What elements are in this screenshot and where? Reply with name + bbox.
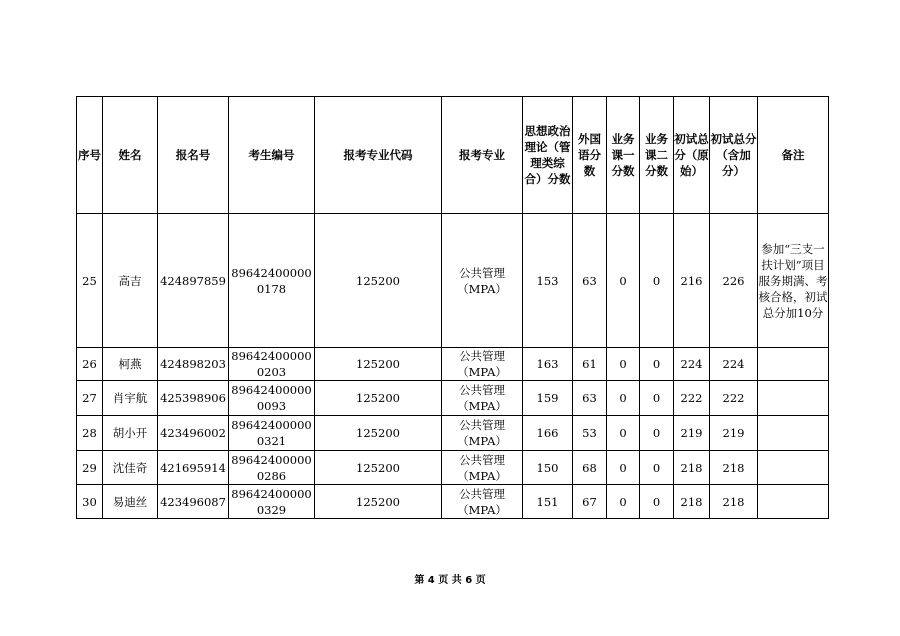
cell-foreign-lang: 63 xyxy=(573,381,607,416)
header-major: 报考专业 xyxy=(442,97,523,214)
cell-name: 胡小开 xyxy=(103,416,158,451)
cell-exam-no: 89642400000 0321 xyxy=(229,416,315,451)
cell-exam-no: 89642400000 0203 xyxy=(229,348,315,381)
cell-index: 25 xyxy=(77,214,103,348)
cell-course1: 0 xyxy=(607,348,640,381)
cell-total-raw: 219 xyxy=(674,416,710,451)
header-course1: 业务课一分数 xyxy=(607,97,640,214)
cell-major: 公共管理 （MPA） xyxy=(442,451,523,485)
cell-index: 29 xyxy=(77,451,103,485)
cell-course2: 0 xyxy=(640,214,674,348)
cell-reg-no: 425398906 xyxy=(158,381,229,416)
header-foreign-lang: 外国语分数 xyxy=(573,97,607,214)
cell-course2: 0 xyxy=(640,348,674,381)
header-note: 备注 xyxy=(758,97,829,214)
table-row xyxy=(77,451,829,485)
cell-note: 参加“三支一扶计划”项目服务期满、考核合格，初试总分加10分 xyxy=(758,214,829,348)
cell-total-raw: 218 xyxy=(674,451,710,485)
cell-index: 30 xyxy=(77,485,103,519)
cell-major: 公共管理 （MPA） xyxy=(442,416,523,451)
cell-total-raw: 224 xyxy=(674,348,710,381)
cell-major-code: 125200 xyxy=(315,451,442,485)
cell-total-bonus: 224 xyxy=(710,348,758,381)
cell-course2: 0 xyxy=(640,381,674,416)
cell-name: 肖宇航 xyxy=(103,381,158,416)
cell-total-raw: 216 xyxy=(674,214,710,348)
cell-total-bonus: 222 xyxy=(710,381,758,416)
cell-course2: 0 xyxy=(640,485,674,519)
cell-major-code: 125200 xyxy=(315,416,442,451)
cell-politics: 151 xyxy=(523,485,573,519)
cell-foreign-lang: 68 xyxy=(573,451,607,485)
cell-politics: 159 xyxy=(523,381,573,416)
header-major-code: 报考专业代码 xyxy=(315,97,442,214)
cell-reg-no: 424898203 xyxy=(158,348,229,381)
cell-total-bonus: 218 xyxy=(710,451,758,485)
cell-course1: 0 xyxy=(607,214,640,348)
cell-reg-no: 423496002 xyxy=(158,416,229,451)
cell-exam-no: 89642400000 0286 xyxy=(229,451,315,485)
cell-total-raw: 218 xyxy=(674,485,710,519)
cell-course1: 0 xyxy=(607,416,640,451)
header-total-raw: 初试总分（原始） xyxy=(674,97,710,214)
cell-foreign-lang: 63 xyxy=(573,214,607,348)
cell-foreign-lang: 61 xyxy=(573,348,607,381)
header-reg-no: 报名号 xyxy=(158,97,229,214)
page-footer: 第 4 页 共 6 页 xyxy=(414,575,486,586)
cell-name: 易迪丝 xyxy=(103,485,158,519)
cell-course2: 0 xyxy=(640,416,674,451)
cell-reg-no: 424897859 xyxy=(158,214,229,348)
header-total-bonus: 初试总分（含加分） xyxy=(710,97,758,214)
cell-note xyxy=(758,485,829,519)
cell-total-bonus: 218 xyxy=(710,485,758,519)
cell-politics: 166 xyxy=(523,416,573,451)
cell-note xyxy=(758,348,829,381)
cell-exam-no: 89642400000 0329 xyxy=(229,485,315,519)
cell-course1: 0 xyxy=(607,451,640,485)
table-row xyxy=(77,416,829,451)
cell-exam-no: 89642400000 0093 xyxy=(229,381,315,416)
cell-major: 公共管理 （MPA） xyxy=(442,348,523,381)
table-row xyxy=(77,485,829,519)
cell-major-code: 125200 xyxy=(315,214,442,348)
cell-total-bonus: 219 xyxy=(710,416,758,451)
header-row xyxy=(77,97,829,214)
score-table xyxy=(76,96,829,519)
cell-index: 26 xyxy=(77,348,103,381)
cell-reg-no: 421695914 xyxy=(158,451,229,485)
cell-index: 28 xyxy=(77,416,103,451)
cell-foreign-lang: 67 xyxy=(573,485,607,519)
cell-course1: 0 xyxy=(607,381,640,416)
table-row xyxy=(77,348,829,381)
cell-name: 沈佳奇 xyxy=(103,451,158,485)
cell-major-code: 125200 xyxy=(315,348,442,381)
header-name: 姓名 xyxy=(103,97,158,214)
cell-index: 27 xyxy=(77,381,103,416)
header-politics: 思想政治理论（管理类综合）分数 xyxy=(523,97,573,214)
cell-total-bonus: 226 xyxy=(710,214,758,348)
cell-reg-no: 423496087 xyxy=(158,485,229,519)
header-course2: 业务课二分数 xyxy=(640,97,674,214)
header-exam-no: 考生编号 xyxy=(229,97,315,214)
cell-major: 公共管理 （MPA） xyxy=(442,214,523,348)
cell-politics: 150 xyxy=(523,451,573,485)
cell-course1: 0 xyxy=(607,485,640,519)
cell-foreign-lang: 53 xyxy=(573,416,607,451)
cell-politics: 153 xyxy=(523,214,573,348)
cell-exam-no: 89642400000 0178 xyxy=(229,214,315,348)
cell-name: 高吉 xyxy=(103,214,158,348)
cell-major: 公共管理 （MPA） xyxy=(442,381,523,416)
cell-name: 柯燕 xyxy=(103,348,158,381)
table-row xyxy=(77,381,829,416)
cell-politics: 163 xyxy=(523,348,573,381)
cell-note xyxy=(758,381,829,416)
cell-total-raw: 222 xyxy=(674,381,710,416)
cell-note xyxy=(758,451,829,485)
cell-major-code: 125200 xyxy=(315,485,442,519)
header-index: 序号 xyxy=(77,97,103,214)
cell-course2: 0 xyxy=(640,451,674,485)
cell-major-code: 125200 xyxy=(315,381,442,416)
cell-major: 公共管理 （MPA） xyxy=(442,485,523,519)
table-row xyxy=(77,214,829,348)
cell-note xyxy=(758,416,829,451)
